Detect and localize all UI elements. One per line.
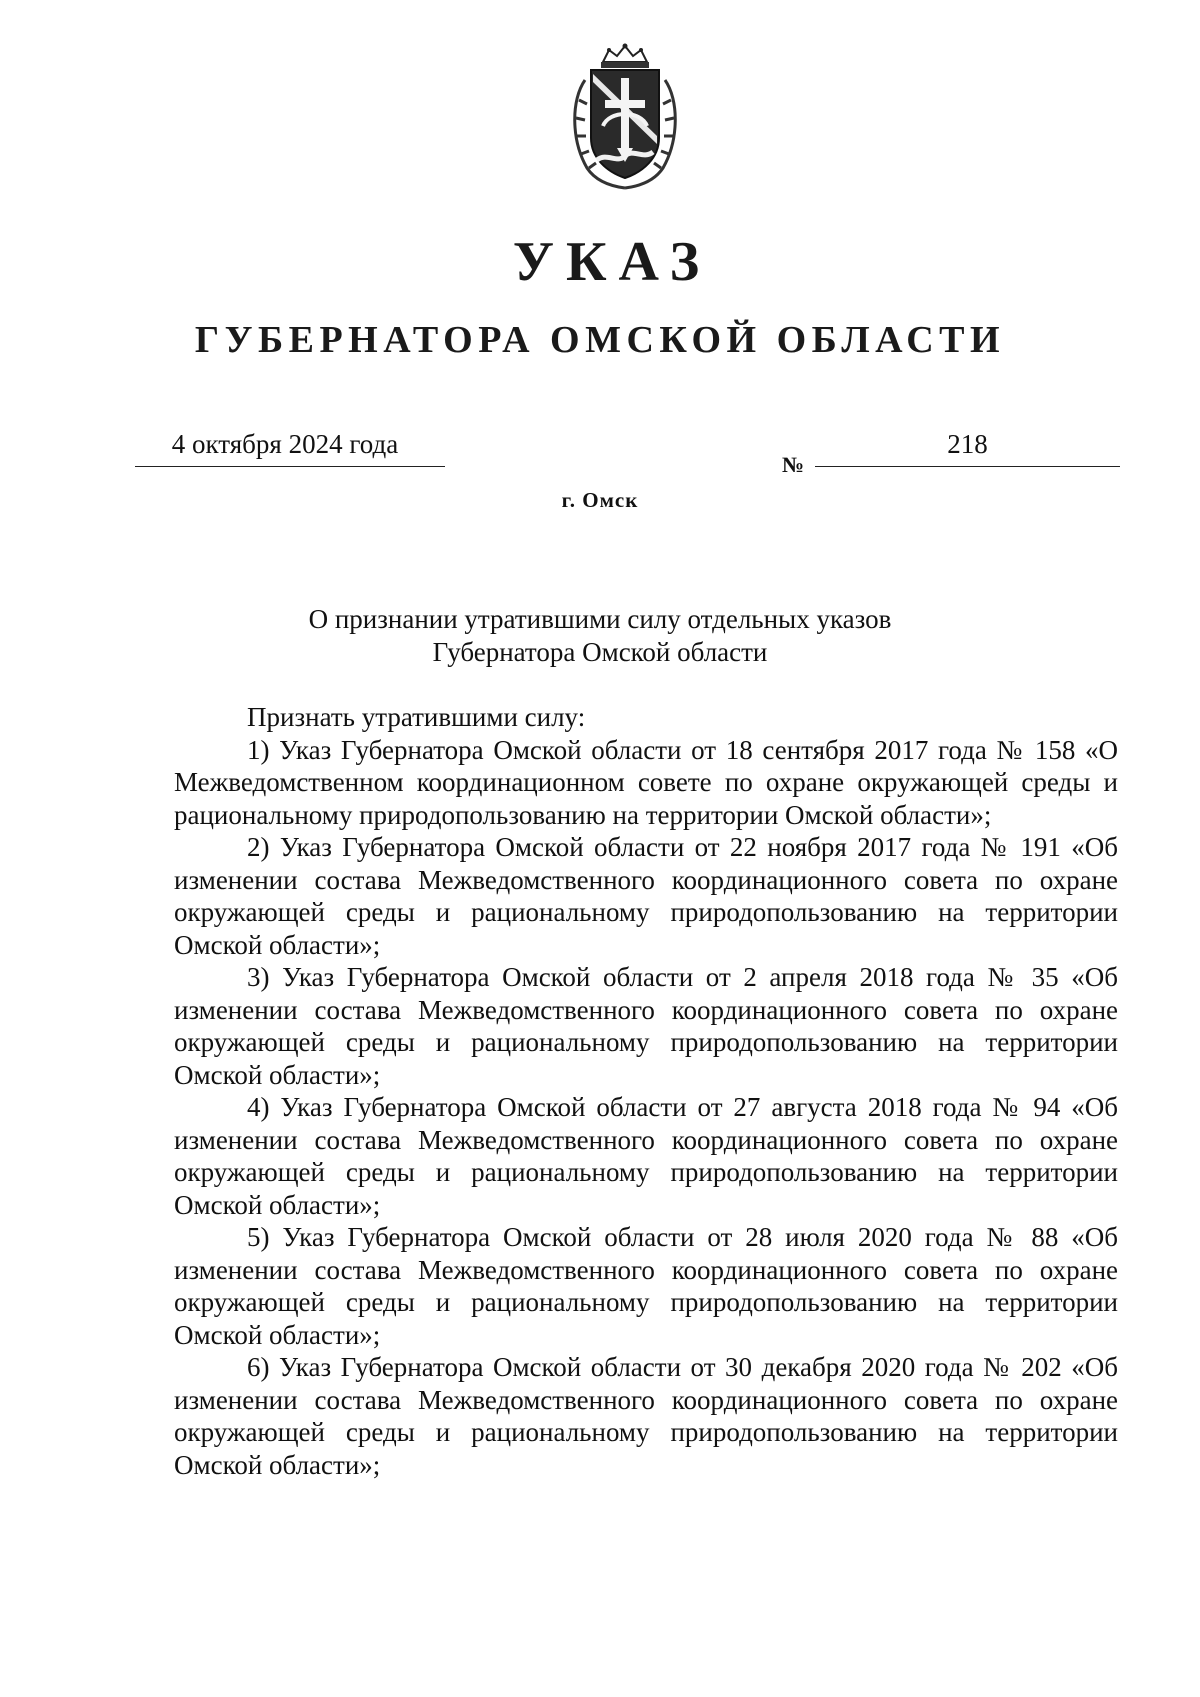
document-city: г. Омск (561, 488, 639, 512)
document-subtitle: ГУБЕРНАТОРА ОМСКОЙ ОБЛАСТИ (194, 319, 1006, 361)
body-list-item: 4) Указ Губернатора Омской области от 27 августа 2018 года № 94 «Об изменении состава Межведомственного координационного совета по охране окружающей среды и рациональному природопользованию на территории Омской области»; (174, 1092, 1118, 1220)
date-underline (135, 466, 445, 467)
subject-line: Губернатора Омской области (432, 636, 768, 667)
document-number: 218 (947, 429, 988, 459)
number-sign: № (782, 452, 805, 477)
document-date: 4 октября 2024 года (171, 429, 399, 459)
body-list-item: 1) Указ Губернатора Омской области от 18 сентября 2017 года № 158 «О Межведомственном координационном совете по охране окружающей среды и рациональному природопользованию на территории Омской области»; (174, 734, 1118, 830)
body-list-item: 3) Указ Губернатора Омской области от 2 апреля 2018 года № 35 «Об изменении состава Межведомственного координационного совета по охране окружающей среды и рациональному природопользованию на территории Омской области»; (174, 962, 1118, 1090)
omsk-coat-of-arms-emblem (565, 40, 685, 190)
body-intro: Признать утратившими силу: (247, 702, 586, 732)
body-list-item: 5) Указ Губернатора Омской области от 28 июля 2020 года № 88 «Об изменении состава Межведомственного координационного совета по охране окружающей среды и рациональному природопользованию на территории Омской области»; (174, 1222, 1118, 1350)
number-underline (815, 466, 1120, 467)
document-title: УКАЗ (512, 231, 712, 293)
body-list-item: 6) Указ Губернатора Омской области от 30 декабря 2020 года № 202 «Об изменении состава Межведомственного координационного совета по охране окружающей среды и рациональному природопользованию на территории Омской области»; (174, 1352, 1118, 1480)
subject-line: О признании утратившими силу отдельных указов (308, 604, 892, 634)
body-list-item: 2) Указ Губернатора Омской области от 22 ноября 2017 года № 191 «Об изменении состава Межведомственного координационного совета по охране окружающей среды и рациональному природопользованию на территории Омской области»; (174, 832, 1118, 960)
document-body (174, 701, 1118, 1481)
document-subject (200, 603, 1000, 668)
